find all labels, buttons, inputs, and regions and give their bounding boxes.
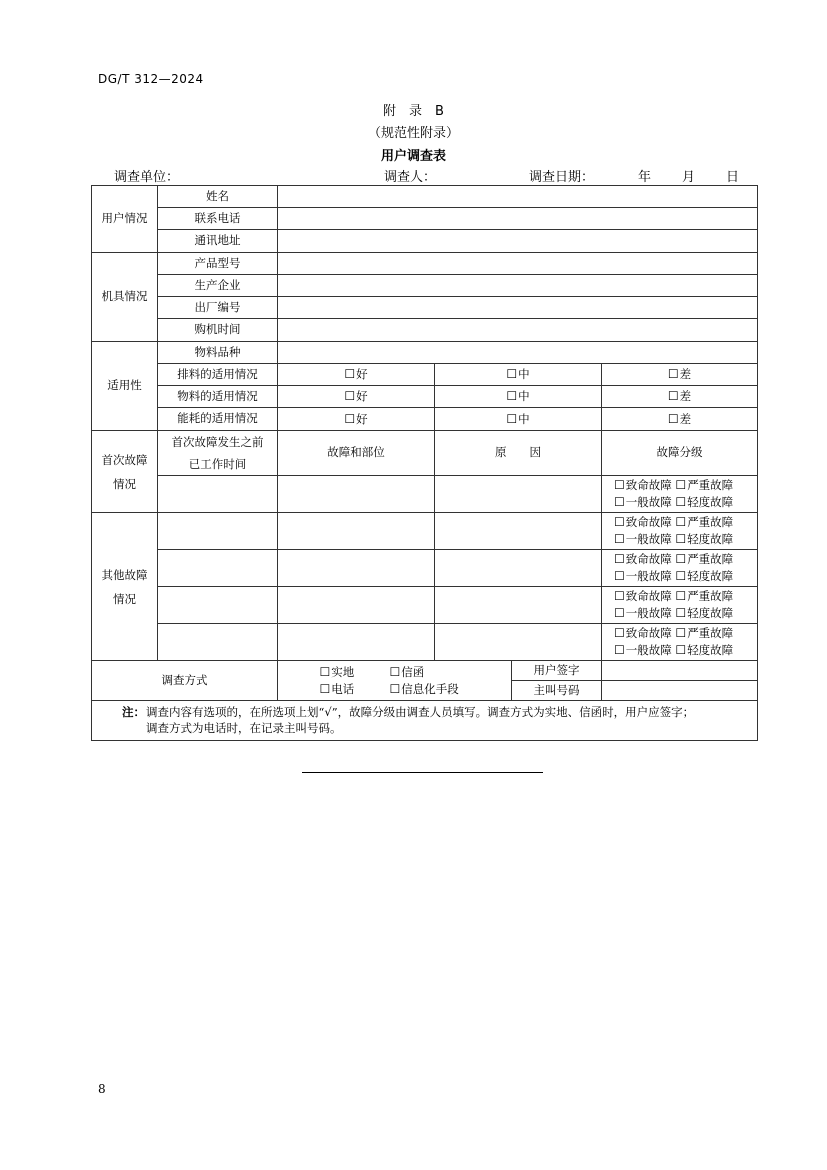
user-survey-table — [91, 185, 758, 741]
standard-code: DG/T 312—2024 — [98, 72, 204, 86]
option-medium[interactable]: ☐ 中 — [435, 408, 602, 431]
note-cell — [92, 701, 758, 741]
first-fault-part-cell[interactable] — [278, 476, 435, 513]
main-number-value[interactable] — [602, 681, 758, 701]
field-label-name: 姓名 — [158, 186, 278, 208]
field-value-name[interactable] — [278, 186, 758, 208]
other-fault-grade-options[interactable]: ☐ 致命故障 ☐ 严重故障 ☐ 一般故障 ☐ 轻度故障 — [602, 550, 758, 587]
other-fault-time-cell[interactable] — [158, 513, 278, 550]
field-label-manufacturer: 生产企业 — [158, 275, 278, 297]
month-label: 月 — [682, 170, 696, 185]
main-number-label: 主叫号码 — [512, 681, 602, 701]
checkbox-icon — [668, 389, 680, 403]
option-good[interactable]: ☐ 好 — [278, 386, 435, 408]
first-fault-grade-options[interactable]: ☐ 致命故障 ☐ 严重故障 ☐ 一般故障 ☐ 轻度故障 — [602, 476, 758, 513]
checkbox-icon — [344, 367, 356, 381]
checkbox-icon — [344, 412, 356, 426]
survey-method-options[interactable] — [278, 661, 512, 701]
method-phone[interactable]: ☐ 电话 — [320, 682, 390, 697]
other-fault-cause-cell[interactable] — [435, 513, 602, 550]
header-fault-part: 故障和部位 — [278, 431, 435, 476]
field-value-phone[interactable] — [278, 208, 758, 230]
signature-label: 用户签字 — [512, 661, 602, 681]
note-line-1: 调查内容有选项的，在所选项上划“√”，故障分级由调查人员填写。调查方式为实地、信函时，用户应签字； — [146, 705, 695, 719]
first-fault-cause-cell[interactable] — [435, 476, 602, 513]
header-fault-grade: 故障分级 — [602, 431, 758, 476]
end-divider — [302, 772, 543, 773]
field-value-purchase-time[interactable] — [278, 319, 758, 342]
first-fault-label: 首次故障情况 — [92, 431, 158, 513]
checkbox-icon — [506, 412, 518, 426]
option-poor[interactable]: ☐ 差 — [602, 364, 758, 386]
field-label-serial: 出厂编号 — [158, 297, 278, 319]
other-fault-cause-cell[interactable] — [435, 587, 602, 624]
field-label-address: 通讯地址 — [158, 230, 278, 253]
other-fault-grade-options[interactable]: ☐ 致命故障 ☐ 严重故障 ☐ 一般故障 ☐ 轻度故障 — [602, 513, 758, 550]
other-fault-part-cell[interactable] — [278, 587, 435, 624]
header-first-fault-time: 首次故障发生之前已工作时间 — [158, 431, 278, 476]
other-fault-part-cell[interactable] — [278, 624, 435, 661]
applicability-row-discharge: 排料的适用情况 — [158, 364, 278, 386]
checkbox-icon — [668, 367, 680, 381]
field-value-model[interactable] — [278, 253, 758, 275]
checkbox-icon — [506, 367, 518, 381]
option-medium[interactable]: ☐ 中 — [435, 364, 602, 386]
appendix-type: （规范性附录） — [367, 126, 459, 141]
field-label-material: 物料品种 — [158, 342, 278, 364]
other-fault-cause-cell[interactable] — [435, 624, 602, 661]
method-onsite[interactable]: ☐ 实地 — [320, 665, 390, 680]
other-fault-time-cell[interactable] — [158, 624, 278, 661]
option-good[interactable]: ☐ 好 — [278, 408, 435, 431]
other-fault-time-cell[interactable] — [158, 587, 278, 624]
field-value-manufacturer[interactable] — [278, 275, 758, 297]
year-label: 年 — [638, 170, 652, 185]
applicability-row-material: 物料的适用情况 — [158, 386, 278, 408]
field-value-address[interactable] — [278, 230, 758, 253]
applicability-row-energy: 能耗的适用情况 — [158, 408, 278, 431]
checkbox-icon — [506, 389, 518, 403]
signature-value[interactable] — [602, 661, 758, 681]
survey-unit-label: 调查单位： — [114, 170, 180, 185]
field-label-model: 产品型号 — [158, 253, 278, 275]
option-poor[interactable]: ☐ 差 — [602, 386, 758, 408]
other-fault-part-cell[interactable] — [278, 550, 435, 587]
day-label: 日 — [726, 170, 740, 185]
field-label-purchase-time: 购机时间 — [158, 319, 278, 342]
note-label: 注： — [122, 705, 145, 719]
other-fault-grade-options[interactable]: ☐ 致命故障 ☐ 严重故障 ☐ 一般故障 ☐ 轻度故障 — [602, 587, 758, 624]
field-label-phone: 联系电话 — [158, 208, 278, 230]
checkbox-icon — [668, 412, 680, 426]
other-fault-part-cell[interactable] — [278, 513, 435, 550]
applicability-label: 适用性 — [92, 342, 158, 431]
checkbox-icon — [344, 389, 356, 403]
header-fault-cause: 原 因 — [435, 431, 602, 476]
other-fault-time-cell[interactable] — [158, 550, 278, 587]
user-info-label: 用户情况 — [92, 186, 158, 253]
form-title: 用户调查表 — [380, 149, 446, 164]
option-medium[interactable]: ☐ 中 — [435, 386, 602, 408]
note-line-2: 调查方式为电话时，在记录主叫号码。 — [146, 721, 342, 735]
page-number: 8 — [98, 1082, 106, 1096]
survey-date-label: 调查日期： — [529, 170, 595, 185]
method-letter[interactable]: ☐ 信函 — [390, 665, 470, 680]
field-value-material[interactable] — [278, 342, 758, 364]
option-good[interactable]: ☐ 好 — [278, 364, 435, 386]
first-fault-time-cell[interactable] — [158, 476, 278, 513]
option-poor[interactable]: ☐ 差 — [602, 408, 758, 431]
surveyor-label: 调查人： — [384, 170, 437, 185]
survey-method-label: 调查方式 — [92, 661, 278, 701]
field-value-serial[interactable] — [278, 297, 758, 319]
machine-info-label: 机具情况 — [92, 253, 158, 342]
other-faults-label: 其他故障情况 — [92, 513, 158, 661]
other-fault-grade-options[interactable]: ☐ 致命故障 ☐ 严重故障 ☐ 一般故障 ☐ 轻度故障 — [602, 624, 758, 661]
other-fault-cause-cell[interactable] — [435, 550, 602, 587]
method-digital[interactable]: ☐ 信息化手段 — [390, 682, 470, 697]
appendix-title: 附 录 B — [383, 104, 444, 119]
